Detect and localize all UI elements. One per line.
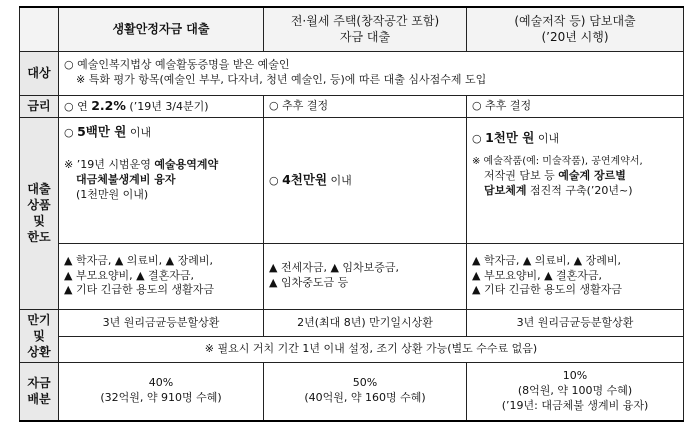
product-collateral-limit: ○ 1천만 원 이내 ※ 예술작품(예: 미술작품), 공연계약서, 저작권 담보 등 예술계 장르별 담보체계 점진적 구축(’20년~): [467, 117, 684, 243]
rate-collateral: ○ 추후 결정: [467, 95, 684, 117]
product-uses-row: [20, 243, 684, 309]
repay-label: 만기 및 상환: [20, 309, 59, 363]
repay-housing: 2년(최대 8년) 만기일시상환: [264, 309, 467, 337]
uses-living: ▲ 학자금, ▲ 의료비, ▲ 장례비, ▲ 부모요양비, ▲ 결혼자금, ▲ 기타 긴급한 용도의 생활자금: [59, 243, 264, 309]
rate-row: [20, 95, 684, 117]
header-row: [20, 7, 684, 51]
uses-housing: ▲ 전세자금, ▲ 임차보증금, ▲ 임차중도금 등: [264, 243, 467, 309]
product-living-limit: ○ 5백만 원 이내 ※ ’19년 시범운영 예술용역계약 대금체불생계비 융자 (1천만원 이내): [59, 117, 264, 243]
loan-comparison-table: [19, 6, 684, 422]
product-limit-row: [20, 117, 684, 243]
repay-note: ※ 필요시 거치 기간 1년 이내 설정, 조기 상환 가능(별도 수수료 없음): [59, 337, 684, 363]
alloc-label: 자금 배분: [20, 363, 59, 421]
target-label: 대상: [20, 51, 59, 95]
alloc-row: [20, 363, 684, 421]
corner-cell: [20, 7, 59, 51]
alloc-housing: 50% (40억원, 약 160명 수혜): [264, 363, 467, 421]
rate-living: ○ 연 2.2% (’19년 3/4분기): [59, 95, 264, 117]
uses-collateral: ▲ 학자금, ▲ 의료비, ▲ 장례비, ▲ 부모요양비, ▲ 결혼자금, ▲ 기타 긴급한 용도의 생활자금: [467, 243, 684, 309]
repay-living: 3년 원리금균등분할상환: [59, 309, 264, 337]
alloc-living: 40% (32억원, 약 910명 수혜): [59, 363, 264, 421]
header-collateral-loan: (예술저작 등) 담보대출 (’20년 시행): [467, 7, 684, 51]
repay-collateral: 3년 원리금균등분할상환: [467, 309, 684, 337]
header-housing-loan: 전·월세 주택(창작공간 포함) 자금 대출: [264, 7, 467, 51]
rate-housing: ○ 추후 결정: [264, 95, 467, 117]
repay-note-row: [20, 337, 684, 363]
target-content: ○ 예술인복지법상 예술활동증명을 받은 예술인 ※ 특화 평가 항목(예술인 부부, 다자녀, 청년 예술인, 등)에 따른 대출 심사점수제 도입: [59, 51, 684, 95]
header-living-loan: 생활안정자금 대출: [59, 7, 264, 51]
repay-row: [20, 309, 684, 337]
product-housing-limit: ○ 4천만원 이내: [264, 117, 467, 243]
alloc-collateral: 10% (8억원, 약 100명 수혜) (’19년: 대금체불 생계비 융자): [467, 363, 684, 421]
product-label: 대출 상품 및 한도: [20, 117, 59, 309]
rate-label: 금리: [20, 95, 59, 117]
target-row: [20, 51, 684, 95]
